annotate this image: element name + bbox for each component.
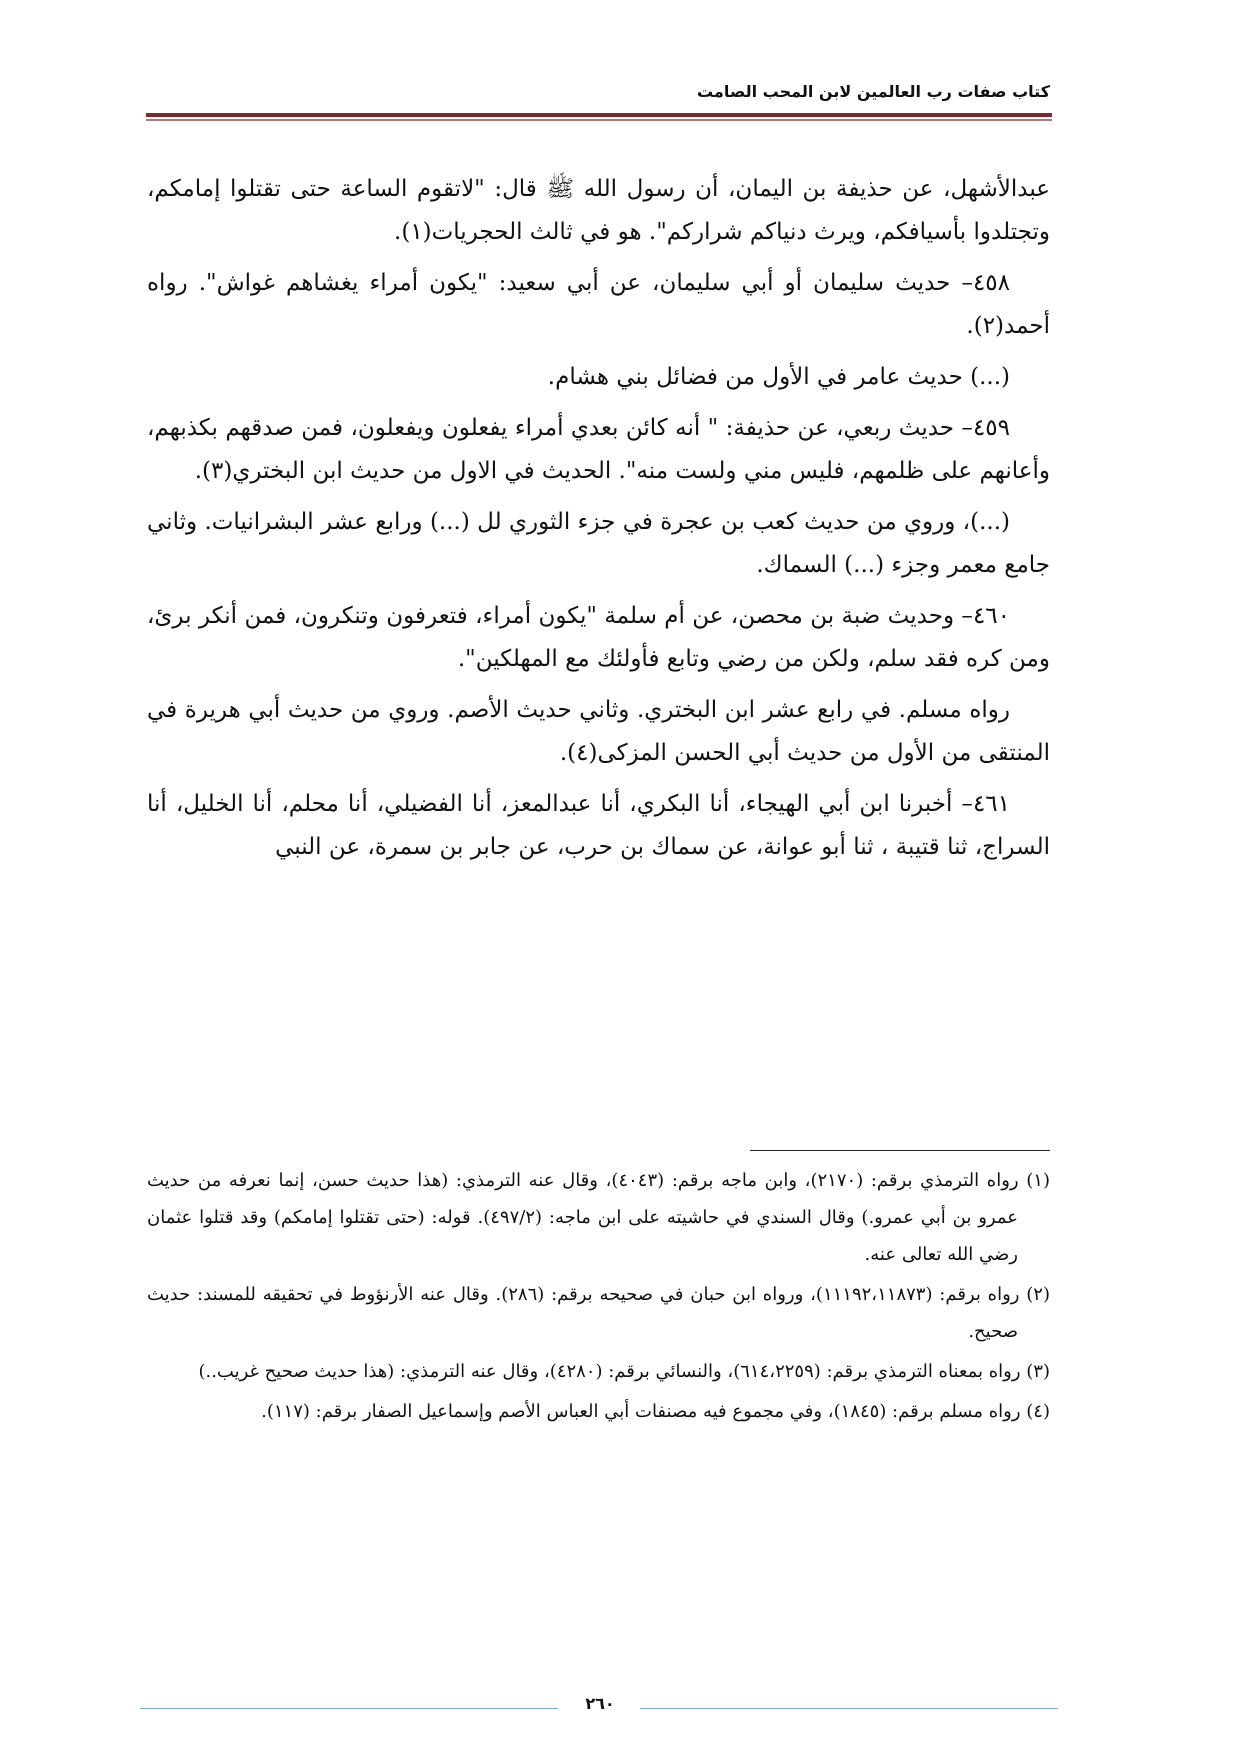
footnotes [147, 1162, 1050, 1433]
paragraph: ٤٥٨– حديث سليمان أو أبي سليمان، عن أبي سعيد: "يكون أمراء يغشاهم غواش". رواه أحمد(٢). [147, 270, 1050, 339]
running-head-title: كتاب صفات رب العالمين لابن المحب الصامت [696, 82, 1050, 101]
paragraph: ٤٦٠– وحديث ضبة بن محصن، عن أم سلمة "يكون أمراء، فتعرفون وتنكرون، فمن أنكر برئ، ومن كره فقد سلم، ولكن من رضي وتابع فأولئك مع المهلكين". [147, 603, 1050, 672]
footnote: (٤) رواه مسلم برقم: (١٨٤٥)، وفي مجموع فيه مصنفات أبي العباس الأصم وإسماعيل الصفار برقم: (١١٧). [261, 1401, 1050, 1422]
footer-rule-right [640, 1708, 1058, 1709]
page-number: ٢٦٠ [585, 1694, 615, 1713]
header-rule-thin [146, 119, 1052, 121]
paragraph: (...) حديث عامر في الأول من فضائل بني هشام. [547, 364, 1010, 390]
footer-rule-left [140, 1708, 558, 1709]
header-rule [146, 113, 1052, 117]
footnote: (٢) رواه برقم: (١١١٩٢،١١٨٧٣)، ورواه ابن حبان في صحيحه برقم: (٢٨٦). وقال عنه الأرنؤوط في تحقيقه للمسند: حديث صحيح. [147, 1284, 1050, 1342]
paragraph: ٤٦١– أخبرنا ابن أبي الهيجاء، أنا البكري، أنا عبدالمعز، أنا الفضيلي، أنا محلم، أنا الخليل، أنا السراج، ثنا قتيبة ، ثنا أبو عوانة، عن سماك بن حرب، عن جابر بن سمرة، عن النبي [147, 791, 1050, 860]
footnote-separator [750, 1150, 1050, 1151]
paragraph: ٤٥٩– حديث ربعي، عن حذيفة: " أنه كائن بعدي أمراء يفعلون ويفعلون، فمن صدقهم بكذبهم، وأعانهم على ظلمهم، فليس مني ولست منه". الحديث في الاول من حديث ابن البختري(٣). [147, 415, 1050, 484]
main-text [147, 168, 1050, 877]
paragraph: (...)، وروي من حديث كعب بن عجرة في جزء الثوري لل (...) ورابع عشر البشرانيات. وثاني جامع معمر وجزء (...) السماك. [147, 509, 1050, 578]
paragraph: عبدالأشهل، عن حذيفة بن اليمان، أن رسول الله ﷺ قال: "لاتقوم الساعة حتى تقتلوا إمامكم، وتجتلدوا بأسيافكم، ويرث دنياكم شراركم". هو في ثالث الحجريات(١). [147, 176, 1050, 245]
paragraph: رواه مسلم. في رابع عشر ابن البختري. وثاني حديث الأصم. وروي من حديث أبي هريرة في المنتقى من الأول من حديث أبي الحسن المزكى(٤). [147, 697, 1050, 766]
footnote: (١) رواه الترمذي برقم: (٢١٧٠)، وابن ماجه برقم: (٤٠٤٣)، وقال عنه الترمذي: (هذا حديث حسن، إنما نعرفه من حديث عمرو بن أبي عمرو.) وقال السندي في حاشيته على ابن ماجه: (٤٩٧/٢). قوله: (حتى تقتلوا إمامكم) وقد قتلوا عثمان رضي الله تعالى عنه. [147, 1170, 1050, 1265]
footnote: (٣) رواه بمعناه الترمذي برقم: (٦١٤،٢٢٥٩)، والنسائي برقم: (٤٢٨٠)، وقال عنه الترمذي: (هذا حديث صحيح غريب..) [198, 1361, 1050, 1382]
